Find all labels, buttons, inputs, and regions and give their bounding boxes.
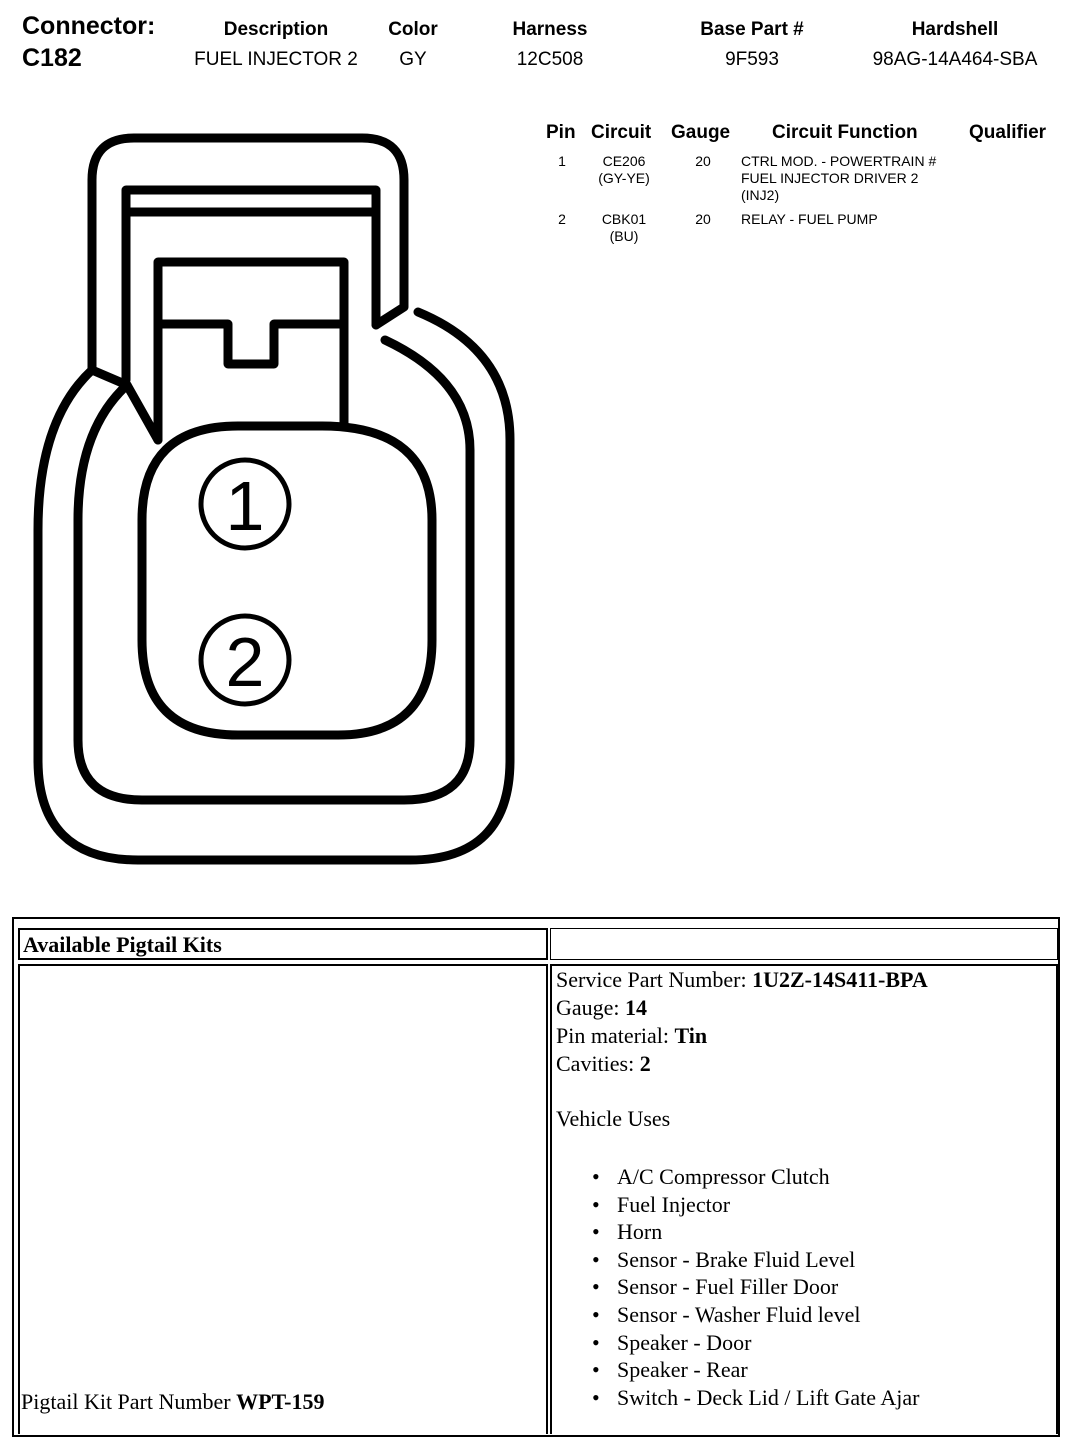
service-value: 1U2Z-14S411-BPA bbox=[752, 967, 928, 992]
connector-diagram bbox=[0, 100, 560, 900]
gauge-value: 20 bbox=[695, 153, 711, 169]
circuit-heading: Circuit bbox=[591, 122, 652, 143]
pin-material-spec bbox=[556, 1023, 707, 1049]
hardshell-value: 98AG-14A464-SBA bbox=[872, 49, 1038, 70]
pin-material-label: Pin material: bbox=[556, 1023, 675, 1048]
kit-label: Pigtail Kit Part Number bbox=[21, 1389, 237, 1414]
service-part-number bbox=[556, 967, 928, 993]
color-heading: Color bbox=[388, 19, 438, 40]
pigtail-kit-part-number bbox=[21, 1389, 325, 1415]
pin-number: 1 bbox=[558, 153, 566, 169]
gauge-spec bbox=[556, 995, 647, 1021]
description-value: FUEL INJECTOR 2 bbox=[194, 49, 358, 70]
circuit-function-heading: Circuit Function bbox=[772, 122, 918, 143]
circuit-id: CE206 bbox=[602, 153, 646, 169]
pin-1-label: 1 bbox=[225, 467, 265, 545]
pigtail-kits-heading: Available Pigtail Kits bbox=[18, 928, 548, 960]
cavity-block bbox=[142, 426, 432, 735]
gauge-heading: Gauge bbox=[671, 122, 731, 143]
base-part-heading: Base Part # bbox=[700, 19, 804, 40]
circuit-function-line: RELAY - FUEL PUMP bbox=[741, 211, 878, 227]
cavities-value: 2 bbox=[639, 1051, 651, 1076]
gauge-label: Gauge: bbox=[556, 995, 626, 1020]
latch-slot bbox=[158, 262, 344, 440]
pin-2-label: 2 bbox=[225, 623, 265, 701]
qualifier-heading: Qualifier bbox=[969, 122, 1047, 143]
latch-frame bbox=[126, 190, 376, 380]
connector-shell-left bbox=[38, 312, 510, 860]
harness-value: 12C508 bbox=[516, 49, 584, 70]
circuit-function-line: (INJ2) bbox=[741, 187, 780, 203]
list-item: • Sensor - Washer Fluid level bbox=[592, 1301, 919, 1329]
connector-id: C182 bbox=[22, 44, 82, 72]
pin-heading: Pin bbox=[546, 122, 576, 143]
circuit-color: (GY-YE) bbox=[598, 170, 650, 186]
pin-material-value: Tin bbox=[674, 1023, 708, 1048]
base-part-value: 9F593 bbox=[725, 49, 779, 70]
circuit-id: CBK01 bbox=[601, 211, 647, 227]
connector-shell-top bbox=[92, 138, 404, 370]
gauge-spec-value: 14 bbox=[625, 995, 648, 1020]
vehicle-uses-heading: Vehicle Uses bbox=[556, 1106, 671, 1131]
cavities-spec bbox=[556, 1051, 651, 1077]
pigtail-image-cell bbox=[18, 964, 548, 1434]
list-item: • Fuel Injector bbox=[592, 1191, 919, 1219]
circuit-function-line: FUEL INJECTOR DRIVER 2 bbox=[741, 170, 919, 186]
list-item: • Sensor - Fuel Filler Door bbox=[592, 1273, 919, 1301]
list-item: • Speaker - Door bbox=[592, 1329, 919, 1357]
latch-notch bbox=[158, 324, 344, 364]
kit-number: WPT-159 bbox=[236, 1389, 325, 1414]
service-label: Service Part Number: bbox=[556, 967, 753, 992]
circuit-function-line: CTRL MOD. - POWERTRAIN # bbox=[741, 153, 937, 169]
pin-number: 2 bbox=[558, 211, 566, 227]
hardshell-heading: Hardshell bbox=[911, 19, 999, 40]
pigtail-heading-spacer bbox=[550, 928, 1058, 960]
list-item: • Switch - Deck Lid / Lift Gate Ajar bbox=[592, 1384, 919, 1412]
circuit-color: (BU) bbox=[609, 228, 639, 244]
description-heading: Description bbox=[223, 19, 329, 40]
vehicle-uses-list bbox=[592, 1163, 919, 1411]
list-item: • Speaker - Rear bbox=[592, 1356, 919, 1384]
gauge-value: 20 bbox=[695, 211, 711, 227]
list-item: • Horn bbox=[592, 1218, 919, 1246]
connector-label: Connector: bbox=[22, 12, 156, 40]
color-value: GY bbox=[399, 49, 427, 70]
cavities-label: Cavities: bbox=[556, 1051, 640, 1076]
list-item: • Sensor - Brake Fluid Level bbox=[592, 1246, 919, 1274]
latch-diagonal bbox=[127, 385, 158, 440]
list-item: • A/C Compressor Clutch bbox=[592, 1163, 919, 1191]
harness-heading: Harness bbox=[512, 19, 588, 40]
